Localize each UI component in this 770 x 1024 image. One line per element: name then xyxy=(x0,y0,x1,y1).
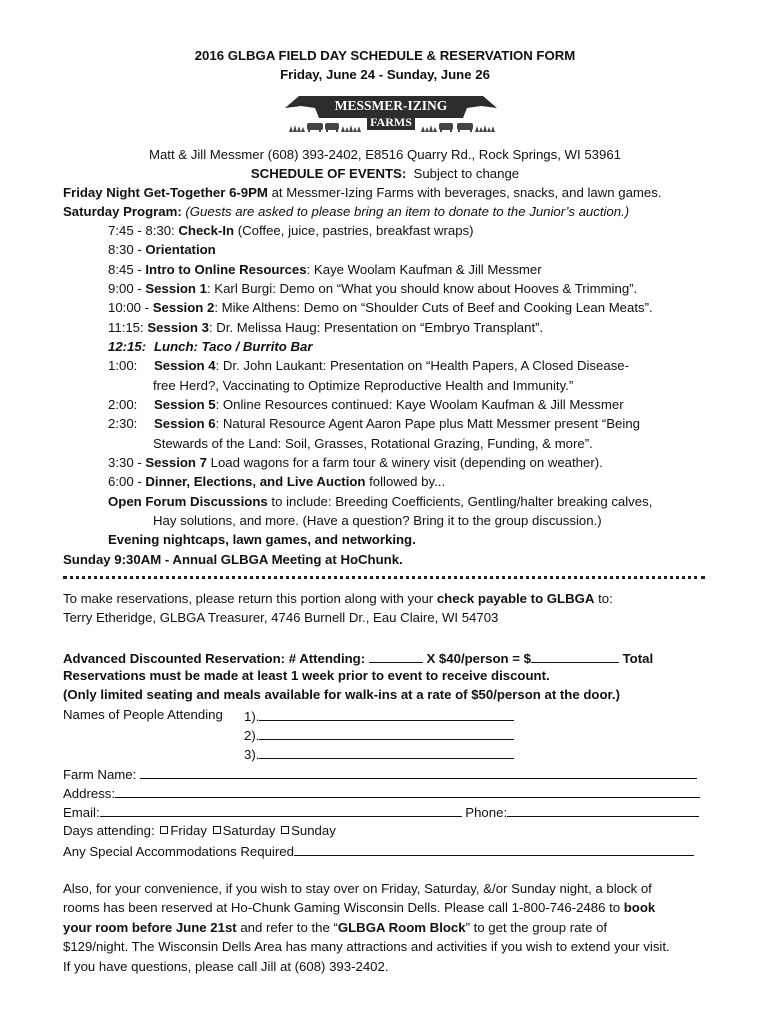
document-title: 2016 GLBGA FIELD DAY SCHEDULE & RESERVATION FORM xyxy=(194,48,576,63)
hotel-info-line: your room before June 21st and refer to the “GLBGA Room Block” to get the group rate of xyxy=(63,920,608,935)
total-amount-field[interactable] xyxy=(531,648,619,663)
schedule-item-lunch: 12:15: Lunch: Taco / Burrito Bar xyxy=(108,339,313,354)
sunday-checkbox[interactable] xyxy=(281,826,289,834)
logo-text-top: MESSMER-IZING xyxy=(334,98,448,113)
schedule-item-continued: Stewards of the Land: Soil, Grasses, Rotational Grazing, Funding, & more”. xyxy=(153,436,593,451)
logo-cattle-left-icon xyxy=(289,123,361,132)
address-field[interactable]: Address: xyxy=(63,783,700,801)
attending-count-field[interactable] xyxy=(369,648,423,663)
schedule-item: 3:30 - Session 7 Load wagons for a farm tour & winery visit (depending on weather). xyxy=(108,455,603,470)
hotel-info-line: Also, for your convenience, if you wish to stay over on Friday, Saturday, &/or Sunday night, a block of xyxy=(63,881,652,896)
farm-name-field[interactable]: Farm Name: xyxy=(63,764,697,782)
schedule-heading: SCHEDULE OF EVENTS: Subject to change xyxy=(250,166,520,181)
schedule-item: 2:30: Session 6: Natural Resource Agent Aaron Pape plus Matt Messmer present “Being xyxy=(108,416,640,431)
friday-checkbox[interactable] xyxy=(160,826,168,834)
walkin-note: (Only limited seating and meals available for walk-ins at a rate of $50/person at the door.) xyxy=(63,687,620,702)
phone-label: Phone: xyxy=(461,805,508,820)
evening-note: Evening nightcaps, lawn games, and networking. xyxy=(108,532,416,547)
treasurer-address: Terry Etheridge, GLBGA Treasurer, 4746 Burnell Dr., Eau Claire, WI 54703 xyxy=(63,610,499,625)
messmer-izing-farms-logo xyxy=(285,92,497,134)
logo-text-bottom: FARMS xyxy=(370,115,412,129)
logo-cattle-right-icon xyxy=(421,123,495,132)
name-2-field[interactable]: 2). xyxy=(244,725,514,743)
hotel-info-line: If you have questions, please call Jill at (608) 393-2402. xyxy=(63,959,389,974)
sunday-meeting: Sunday 9:30AM - Annual GLBGA Meeting at HoChunk. xyxy=(63,552,403,567)
saturday-heading: Saturday Program: (Guests are asked to please bring an item to donate to the Junior’s auction.) xyxy=(63,204,630,219)
email-field[interactable]: Email: Phone: xyxy=(63,802,699,820)
open-forum-continued: Hay solutions, and more. (Have a question? Bring it to the group discussion.) xyxy=(153,513,602,528)
schedule-item: 2:00: Session 5: Online Resources continued: Kaye Woolam Kaufman & Jill Messmer xyxy=(108,397,624,412)
schedule-item: 1:00: Session 4: Dr. John Laukant: Presentation on “Health Papers, A Closed Disease- xyxy=(108,358,630,373)
name-3-field[interactable]: 3). xyxy=(244,744,514,762)
schedule-item: 9:00 - Session 1: Karl Burgi: Demo on “What you should know about Hooves & Trimming”. xyxy=(108,281,638,296)
phone-field[interactable] xyxy=(507,802,699,817)
cut-line-divider xyxy=(63,572,705,579)
contact-info: Matt & Jill Messmer (608) 393-2402, E8516 Quarry Rd., Rock Springs, WI 53961 xyxy=(148,147,622,162)
name-1-field[interactable]: 1). xyxy=(244,706,514,724)
hotel-info-line: rooms has been reserved at Ho-Chunk Gaming Wisconsin Dells. Please call 1-800-746-2486 to book xyxy=(63,900,656,915)
hotel-info-line: $129/night. The Wisconsin Dells Area has many attractions and activities if you wish to extend your visit. xyxy=(63,939,670,954)
reservation-intro: To make reservations, please return this portion along with your check payable to GLBGA to: xyxy=(63,591,613,606)
special-accommodations-field[interactable]: Any Special Accommodations Required xyxy=(63,841,694,859)
schedule-item: 6:00 - Dinner, Elections, and Live Auction followed by... xyxy=(108,474,446,489)
friday-event: Friday Night Get-Together 6-9PM at Messmer-Izing Farms with beverages, snacks, and lawn games. xyxy=(63,185,662,200)
schedule-item: 11:15: Session 3: Dr. Melissa Haug: Presentation on “Embryo Transplant”. xyxy=(108,320,544,335)
schedule-item-continued: free Herd?, Vaccinating to Optimize Reproductive Health and Immunity.” xyxy=(153,378,574,393)
schedule-item: 8:45 - Intro to Online Resources: Kaye Woolam Kaufman & Jill Messmer xyxy=(108,262,542,277)
saturday-checkbox[interactable] xyxy=(213,826,221,834)
advanced-reservation: Advanced Discounted Reservation: # Attending: X $40/person = $ Total xyxy=(63,648,653,666)
open-forum: Open Forum Discussions to include: Breeding Coefficients, Gentling/halter breaking calves, xyxy=(108,494,653,509)
days-attending: Days attending: Friday Saturday Sunday xyxy=(63,823,336,838)
schedule-item: 8:30 - Orientation xyxy=(108,242,216,257)
document-dates: Friday, June 24 - Sunday, June 26 xyxy=(280,67,490,82)
names-attending-label: Names of People Attending xyxy=(63,707,223,722)
schedule-item: 7:45 - 8:30: Check-In (Coffee, juice, pastries, breakfast wraps) xyxy=(108,223,474,238)
week-prior-note: Reservations must be made at least 1 week prior to event to receive discount. xyxy=(63,668,550,683)
schedule-item: 10:00 - Session 2: Mike Althens: Demo on “Shoulder Cuts of Beef and Cooking Lean Meats”. xyxy=(108,300,653,315)
